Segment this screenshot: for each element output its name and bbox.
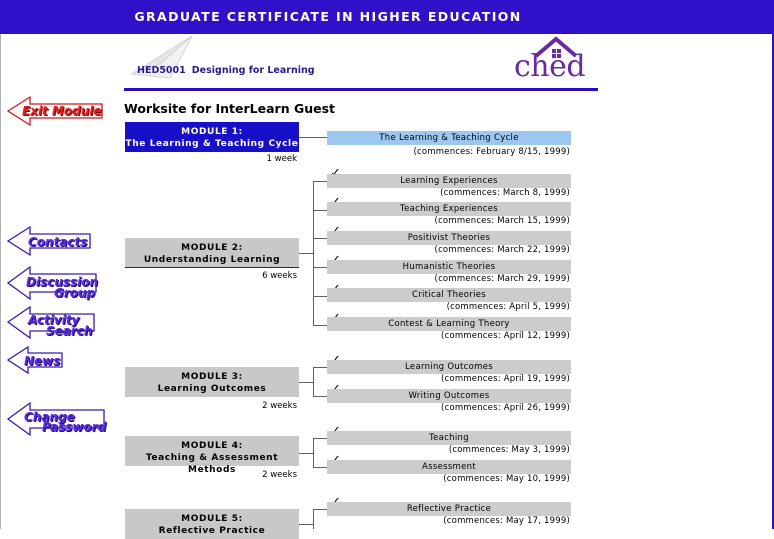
connector bbox=[313, 438, 327, 439]
connector bbox=[313, 267, 327, 268]
topic-button[interactable]: Teaching bbox=[327, 431, 571, 445]
module-2-duration: 6 weeks bbox=[262, 271, 297, 281]
topic-button[interactable]: Positivist Theories bbox=[327, 231, 571, 245]
connector bbox=[313, 210, 327, 211]
worksite-title: Worksite for InterLearn Guest bbox=[124, 101, 335, 116]
connector bbox=[313, 509, 314, 529]
module-4-title: Teaching & Assessment Methods bbox=[145, 453, 279, 475]
topic-commence-date: (commences: May 17, 1999) bbox=[443, 516, 570, 526]
course-title bbox=[137, 65, 315, 76]
connector bbox=[313, 181, 327, 182]
connector bbox=[313, 238, 327, 239]
connector bbox=[313, 396, 327, 397]
topic-commence-date: (commences: March 29, 1999) bbox=[434, 274, 570, 284]
topic-commence-date: (commences: March 8, 1999) bbox=[440, 188, 570, 198]
activity-search-button[interactable] bbox=[6, 304, 96, 340]
connector bbox=[299, 453, 313, 454]
module-1-duration: 1 week bbox=[266, 154, 297, 164]
module-5-number: MODULE 5: bbox=[181, 514, 243, 524]
module-3-button[interactable] bbox=[125, 367, 299, 397]
topic-commence-date: (commences: May 3, 1999) bbox=[448, 445, 570, 455]
exit-module-button[interactable] bbox=[6, 94, 106, 128]
topic-button[interactable]: The Learning & Teaching Cycle bbox=[327, 131, 571, 145]
discussion-label-1: Discussion bbox=[26, 275, 99, 289]
change-password-button[interactable] bbox=[6, 400, 106, 438]
news-button[interactable] bbox=[6, 344, 66, 376]
topic-commence-date: (commences: April 19, 1999) bbox=[441, 374, 570, 384]
module-1-number: MODULE 1: bbox=[181, 127, 243, 137]
connector bbox=[313, 467, 327, 468]
header-divider bbox=[124, 88, 598, 91]
module-2-number: MODULE 2: bbox=[181, 243, 243, 253]
course-header bbox=[124, 34, 598, 92]
connector bbox=[313, 325, 327, 326]
change-password-label-2: Password bbox=[42, 420, 107, 434]
module-5-title: Reflective Practice bbox=[158, 526, 266, 536]
contacts-label: Contacts bbox=[28, 235, 88, 249]
module-2-button[interactable] bbox=[125, 238, 299, 268]
connector bbox=[299, 137, 327, 138]
contacts-button[interactable] bbox=[6, 224, 94, 258]
topic-commence-date: (commences: April 12, 1999) bbox=[441, 331, 570, 341]
left-frame-border bbox=[0, 34, 1, 529]
connector bbox=[313, 367, 327, 368]
change-password-label-1: Change bbox=[24, 410, 75, 424]
topic-commence-date: (commences: May 10, 1999) bbox=[443, 474, 570, 484]
topic-button[interactable]: Contest & Learning Theory bbox=[327, 317, 571, 331]
course-name: Designing for Learning bbox=[191, 65, 315, 76]
topic-button[interactable]: Writing Outcomes bbox=[327, 389, 571, 403]
connector bbox=[313, 181, 314, 325]
module-4-number: MODULE 4: bbox=[181, 441, 243, 451]
topic-commence-date: (commences: March 22, 1999) bbox=[434, 245, 570, 255]
module-3-title: Learning Outcomes bbox=[157, 384, 267, 394]
topic-button[interactable]: Critical Theories bbox=[327, 288, 571, 302]
module-4-duration: 2 weeks bbox=[262, 470, 297, 480]
topic-button[interactable]: Learning Experiences bbox=[327, 174, 571, 188]
module-3-duration: 2 weeks bbox=[262, 401, 297, 411]
connector bbox=[313, 438, 314, 467]
connector bbox=[299, 524, 313, 525]
exit-module-label: Exit Module bbox=[22, 104, 102, 118]
topic-button[interactable]: Teaching Experiences bbox=[327, 202, 571, 216]
header-bar bbox=[0, 0, 774, 34]
module-2-title: Understanding Learning bbox=[143, 255, 281, 265]
topic-button[interactable]: Learning Outcomes bbox=[327, 360, 571, 374]
connector bbox=[299, 382, 313, 383]
news-label: News bbox=[24, 354, 61, 368]
topic-commence-date: (commences: February 8/15, 1999) bbox=[413, 147, 570, 157]
module-3-number: MODULE 3: bbox=[181, 372, 243, 382]
topic-commence-date: (commences: April 26, 1999) bbox=[441, 403, 570, 413]
ched-logo: ched bbox=[514, 49, 586, 84]
connector bbox=[313, 509, 327, 510]
topic-button[interactable]: Humanistic Theories bbox=[327, 260, 571, 274]
connector bbox=[313, 296, 327, 297]
topic-button[interactable]: Assessment bbox=[327, 460, 571, 474]
activity-label-1: Activity bbox=[28, 313, 80, 327]
topic-button[interactable]: Reflective Practice bbox=[327, 502, 571, 516]
discussion-label-2: Group bbox=[54, 286, 96, 300]
activity-label-2: Search bbox=[46, 324, 93, 338]
module-5-button[interactable] bbox=[125, 509, 299, 539]
header-title: GRADUATE CERTIFICATE IN HIGHER EDUCATION bbox=[134, 9, 522, 24]
module-1-title: The Learning & Teaching Cycle bbox=[125, 139, 299, 149]
discussion-group-button[interactable] bbox=[6, 264, 98, 302]
topic-commence-date: (commences: March 15, 1999) bbox=[434, 216, 570, 226]
module-1-button[interactable] bbox=[125, 122, 299, 152]
connector bbox=[313, 367, 314, 396]
connector bbox=[299, 253, 313, 254]
course-code: HED5001 bbox=[137, 65, 186, 76]
topic-commence-date: (commences: April 5, 1999) bbox=[446, 302, 570, 312]
